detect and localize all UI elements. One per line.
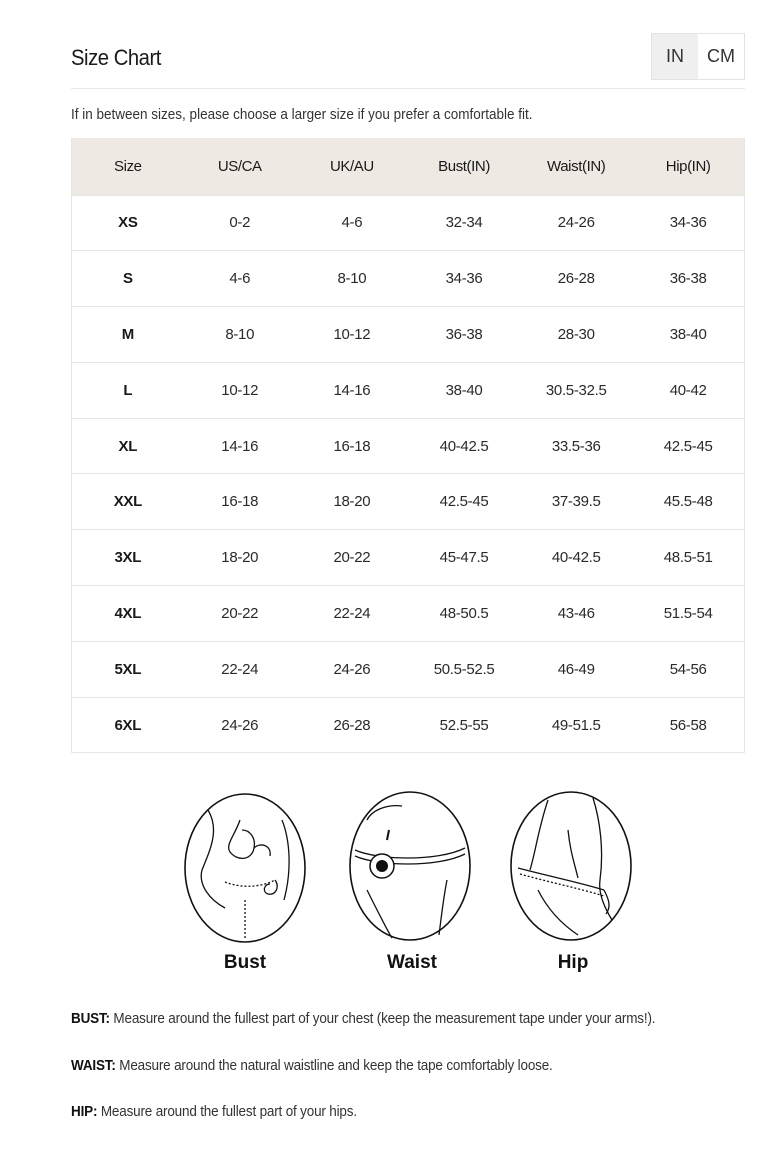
cell-bust: 40-42.5 (408, 418, 520, 474)
table-body (72, 195, 745, 753)
unit-button-cm[interactable]: CM (707, 46, 735, 66)
cell-uk-au: 20-22 (296, 530, 408, 586)
cell-uk-au: 22-24 (296, 586, 408, 642)
cell-size: XL (72, 418, 184, 474)
measurement-illustrations (180, 790, 640, 990)
cell-hip: 45.5-48 (632, 474, 744, 530)
bust-label: Bust (223, 952, 267, 973)
cell-size: S (72, 251, 184, 307)
unit-button-in[interactable]: IN (652, 34, 698, 79)
cell-bust: 50.5-52.5 (408, 641, 520, 697)
hip-illustration (508, 790, 638, 950)
cell-uk-au: 24-26 (296, 641, 408, 697)
cell-uk-au: 4-6 (296, 195, 408, 251)
column-header-hip: Hip(IN) (632, 138, 744, 195)
hip-definition (71, 1103, 357, 1120)
cell-hip: 40-42 (632, 362, 744, 418)
waist-figure (347, 790, 477, 980)
cell-us-ca: 8-10 (184, 307, 296, 363)
cell-size: XXL (72, 474, 184, 530)
bust-figure (180, 790, 310, 980)
cell-uk-au: 8-10 (296, 251, 408, 307)
table-header-row (72, 138, 745, 195)
cell-hip: 36-38 (632, 251, 744, 307)
cell-size: M (72, 307, 184, 363)
cell-waist: 28-30 (520, 307, 632, 363)
waist-text: Measure around the natural waistline and keep the tape comfortably loose. (115, 1057, 553, 1074)
cell-size: 4XL (72, 586, 184, 642)
table-row (72, 307, 745, 363)
cell-uk-au: 14-16 (296, 362, 408, 418)
cell-us-ca: 10-12 (184, 362, 296, 418)
cell-bust: 42.5-45 (408, 474, 520, 530)
hip-text: Measure around the fullest part of your hips. (97, 1103, 357, 1120)
cell-waist: 33.5-36 (520, 418, 632, 474)
cell-waist: 24-26 (520, 195, 632, 251)
cell-bust: 52.5-55 (408, 697, 520, 753)
cell-bust: 48-50.5 (408, 586, 520, 642)
waist-illustration (347, 790, 477, 950)
column-header-bust: Bust(IN) (408, 138, 520, 195)
bust-illustration (180, 790, 310, 950)
cell-hip: 38-40 (632, 307, 744, 363)
cell-uk-au: 18-20 (296, 474, 408, 530)
table-row (72, 586, 745, 642)
cell-size: 3XL (72, 530, 184, 586)
cell-uk-au: 26-28 (296, 697, 408, 753)
waist-definition (71, 1057, 553, 1074)
cell-bust: 36-38 (408, 307, 520, 363)
column-header-us-ca: US/CA (184, 138, 296, 195)
table-row (72, 251, 745, 307)
header-divider (71, 88, 745, 89)
cell-bust: 34-36 (408, 251, 520, 307)
size-chart-header (71, 33, 745, 89)
cell-bust: 38-40 (408, 362, 520, 418)
column-header-size: Size (72, 138, 184, 195)
table-row (72, 474, 745, 530)
cell-uk-au: 16-18 (296, 418, 408, 474)
cell-size: 5XL (72, 641, 184, 697)
table-row (72, 697, 745, 753)
cell-waist: 26-28 (520, 251, 632, 307)
waist-label: Waist (387, 952, 437, 973)
waist-term: WAIST: (71, 1057, 116, 1074)
column-header-waist: Waist(IN) (520, 138, 632, 195)
unit-toggle (651, 33, 745, 80)
cell-waist: 49-51.5 (520, 697, 632, 753)
bust-definition (71, 1010, 655, 1027)
cell-waist: 40-42.5 (520, 530, 632, 586)
cell-bust: 45-47.5 (408, 530, 520, 586)
cell-bust: 32-34 (408, 195, 520, 251)
table-row (72, 418, 745, 474)
cell-us-ca: 22-24 (184, 641, 296, 697)
cell-us-ca: 4-6 (184, 251, 296, 307)
column-header-uk-au: UK/AU (296, 138, 408, 195)
cell-hip: 34-36 (632, 195, 744, 251)
cell-waist: 43-46 (520, 586, 632, 642)
cell-waist: 37-39.5 (520, 474, 632, 530)
table-row (72, 641, 745, 697)
cell-hip: 54-56 (632, 641, 744, 697)
page-title: Size Chart (71, 45, 161, 70)
cell-us-ca: 20-22 (184, 586, 296, 642)
cell-us-ca: 18-20 (184, 530, 296, 586)
cell-us-ca: 14-16 (184, 418, 296, 474)
cell-size: XS (72, 195, 184, 251)
hip-label: Hip (557, 952, 589, 973)
cell-uk-au: 10-12 (296, 307, 408, 363)
cell-waist: 46-49 (520, 641, 632, 697)
cell-size: L (72, 362, 184, 418)
hip-term: HIP: (71, 1103, 98, 1120)
bust-text: Measure around the fullest part of your chest (keep the measurement tape under your arms!). (109, 1010, 656, 1027)
size-table (71, 138, 745, 753)
cell-size: 6XL (72, 697, 184, 753)
table-row (72, 362, 745, 418)
cell-hip: 48.5-51 (632, 530, 744, 586)
bust-term: BUST: (71, 1010, 110, 1027)
cell-hip: 51.5-54 (632, 586, 744, 642)
hip-figure (508, 790, 638, 980)
cell-hip: 56-58 (632, 697, 744, 753)
cell-us-ca: 24-26 (184, 697, 296, 753)
fit-note: If in between sizes, please choose a larger size if you prefer a comfortable fit. (71, 106, 533, 123)
cell-waist: 30.5-32.5 (520, 362, 632, 418)
cell-us-ca: 0-2 (184, 195, 296, 251)
cell-hip: 42.5-45 (632, 418, 744, 474)
cell-us-ca: 16-18 (184, 474, 296, 530)
table-row (72, 530, 745, 586)
table-row (72, 195, 745, 251)
